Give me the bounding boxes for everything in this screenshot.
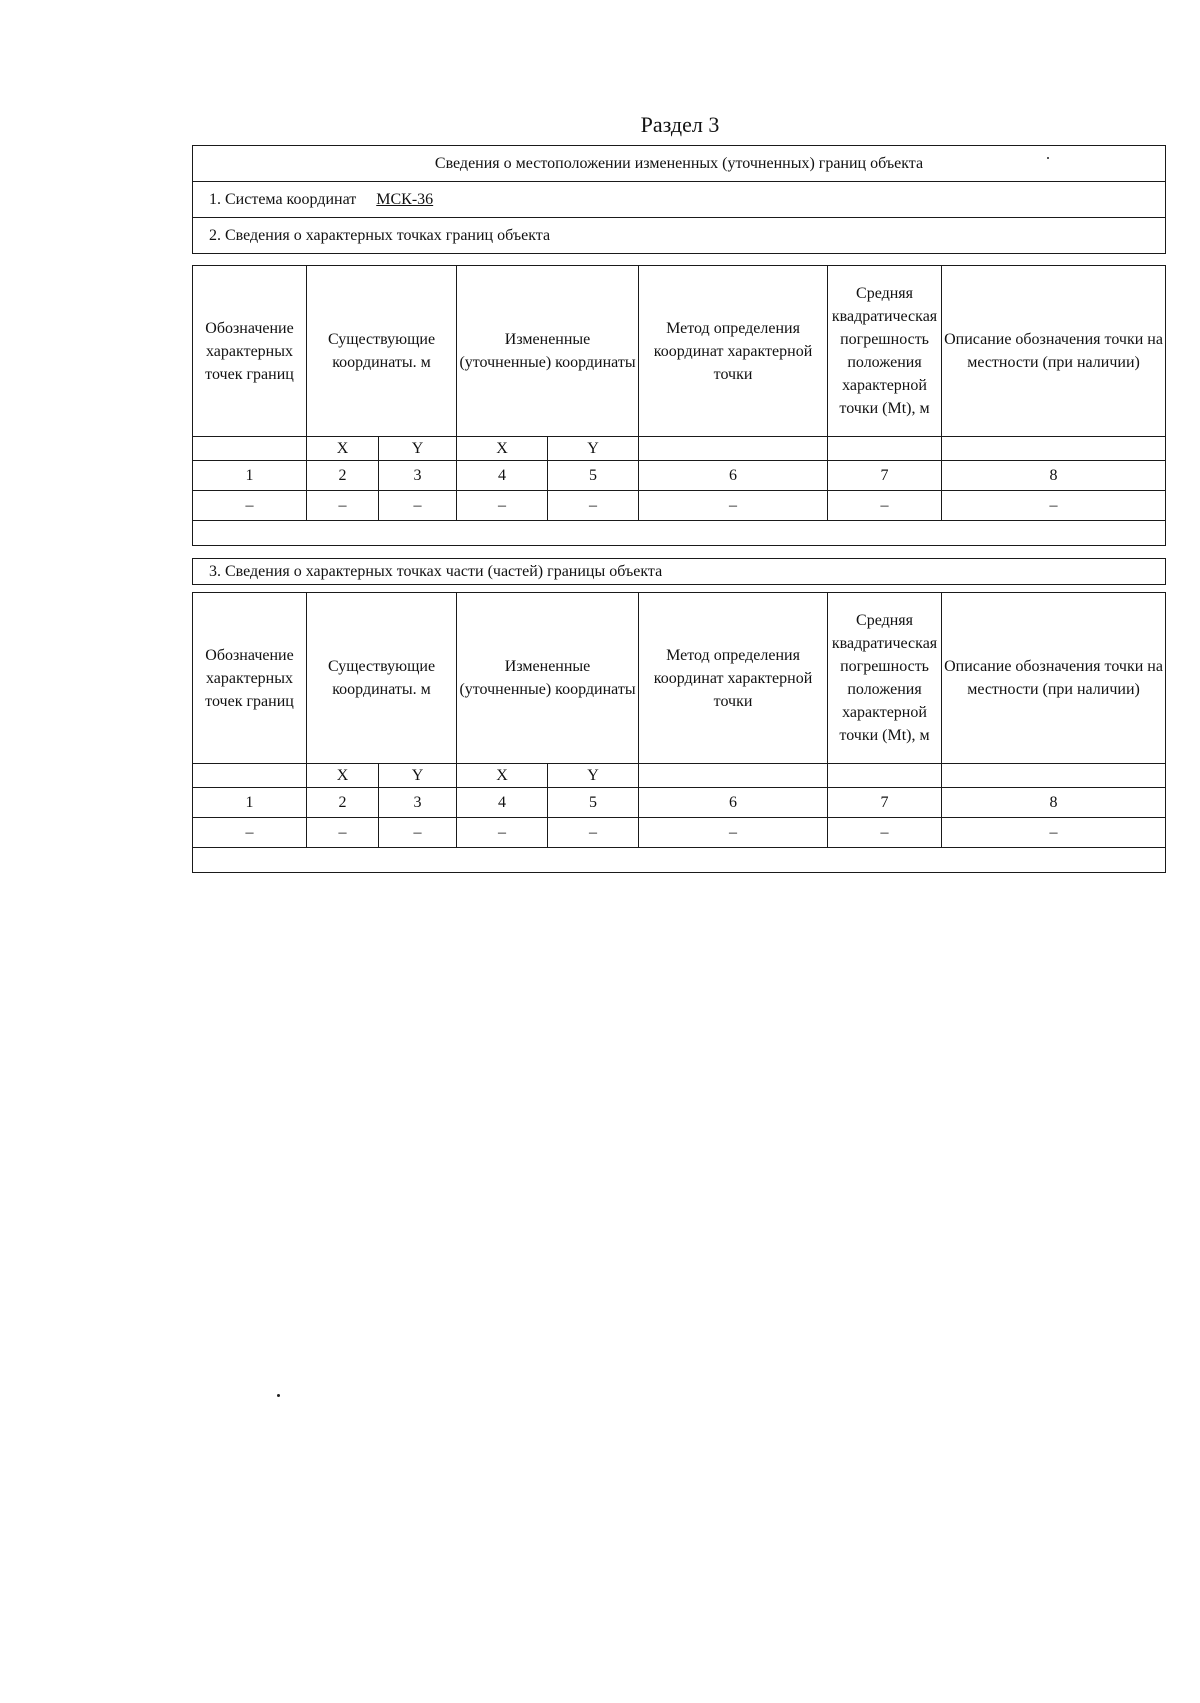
xy-blank [639, 764, 828, 788]
col-changed: Измененные (уточненные) координаты [457, 266, 639, 437]
column-number: 6 [639, 461, 828, 491]
dash-cell: – [548, 491, 639, 521]
parts-heading-table [192, 558, 1166, 585]
col-description: Описание обозначения точки на местности (при наличии) [942, 593, 1166, 764]
changed-y: Y [548, 764, 639, 788]
column-number: 3 [379, 788, 457, 818]
dash-cell: – [457, 818, 548, 848]
column-number: 4 [457, 461, 548, 491]
points-heading-row [193, 218, 1166, 254]
dash-cell: – [457, 491, 548, 521]
dash-cell: – [307, 491, 379, 521]
existing-y: Y [379, 437, 457, 461]
column-number: 1 [193, 788, 307, 818]
existing-x: X [307, 764, 379, 788]
empty-row [193, 521, 1166, 546]
empty-cell [193, 521, 1166, 546]
changed-y: Y [548, 437, 639, 461]
dash-cell: – [379, 818, 457, 848]
col-error: Средняя квадратическая погрешность положения характерной точки (Mt), м [828, 266, 942, 437]
xy-blank [942, 437, 1166, 461]
info-table [192, 145, 1166, 254]
column-number: 6 [639, 788, 828, 818]
column-number: 3 [379, 461, 457, 491]
col-method: Метод определения координат характерной точки [639, 593, 828, 764]
points-heading: 2. Сведения о характерных точках границ объекта [193, 218, 1166, 254]
xy-blank [942, 764, 1166, 788]
column-number: 2 [307, 461, 379, 491]
empty-row [193, 848, 1166, 873]
info-heading-row [193, 146, 1166, 182]
page-title: Раздел 3 [640, 112, 720, 137]
column-number: 5 [548, 461, 639, 491]
column-number: 8 [942, 461, 1166, 491]
coord-system-label: 1. Система координат [209, 191, 357, 208]
dash-cell: – [548, 818, 639, 848]
table-row [193, 818, 1166, 848]
col-designation: Обозначение характерных точек границ [193, 593, 307, 764]
col-existing: Существующие координаты. м [307, 266, 457, 437]
dash-cell: – [639, 491, 828, 521]
xy-blank [828, 437, 942, 461]
xy-blank [193, 437, 307, 461]
column-number: 8 [942, 788, 1166, 818]
parts-heading-row [193, 559, 1166, 585]
column-number: 5 [548, 788, 639, 818]
header-row [193, 266, 1166, 437]
coord-system-value: МСК-36 [376, 191, 434, 208]
col-changed: Измененные (уточненные) координаты [457, 593, 639, 764]
header-row [193, 593, 1166, 764]
col-designation: Обозначение характерных точек границ [193, 266, 307, 437]
dash-cell: – [193, 491, 307, 521]
dash-cell: – [942, 491, 1166, 521]
boundary-points-table [192, 265, 1166, 546]
dash-cell: – [942, 818, 1166, 848]
info-heading: Сведения о местоположении измененных (уточненных) границ объекта [193, 146, 1166, 182]
xy-blank [828, 764, 942, 788]
column-number-row [193, 788, 1166, 818]
column-number: 4 [457, 788, 548, 818]
empty-cell [193, 848, 1166, 873]
parts-heading: 3. Сведения о характерных точках части (частей) границы объекта [193, 559, 1166, 585]
xy-row [193, 437, 1166, 461]
scan-speck [277, 1394, 280, 1397]
existing-y: Y [379, 764, 457, 788]
existing-x: X [307, 437, 379, 461]
dash-cell: – [307, 818, 379, 848]
dash-cell: – [379, 491, 457, 521]
dash-cell: – [639, 818, 828, 848]
column-number-row [193, 461, 1166, 491]
column-number: 7 [828, 461, 942, 491]
table-row [193, 491, 1166, 521]
changed-x: X [457, 437, 548, 461]
dash-cell: – [193, 818, 307, 848]
dash-cell: – [828, 818, 942, 848]
scan-speck [1047, 157, 1049, 159]
dash-cell: – [828, 491, 942, 521]
changed-x: X [457, 764, 548, 788]
col-method: Метод определения координат характерной точки [639, 266, 828, 437]
column-number: 2 [307, 788, 379, 818]
xy-blank [193, 764, 307, 788]
column-number: 1 [193, 461, 307, 491]
col-description: Описание обозначения точки на местности (при наличии) [942, 266, 1166, 437]
part-points-table [192, 592, 1166, 873]
coord-system-row [193, 182, 1166, 218]
xy-row [193, 764, 1166, 788]
xy-blank [639, 437, 828, 461]
column-number: 7 [828, 788, 942, 818]
coord-system-cell [193, 182, 1166, 218]
col-existing: Существующие координаты. м [307, 593, 457, 764]
col-error: Средняя квадратическая погрешность положения характерной точки (Mt), м [828, 593, 942, 764]
